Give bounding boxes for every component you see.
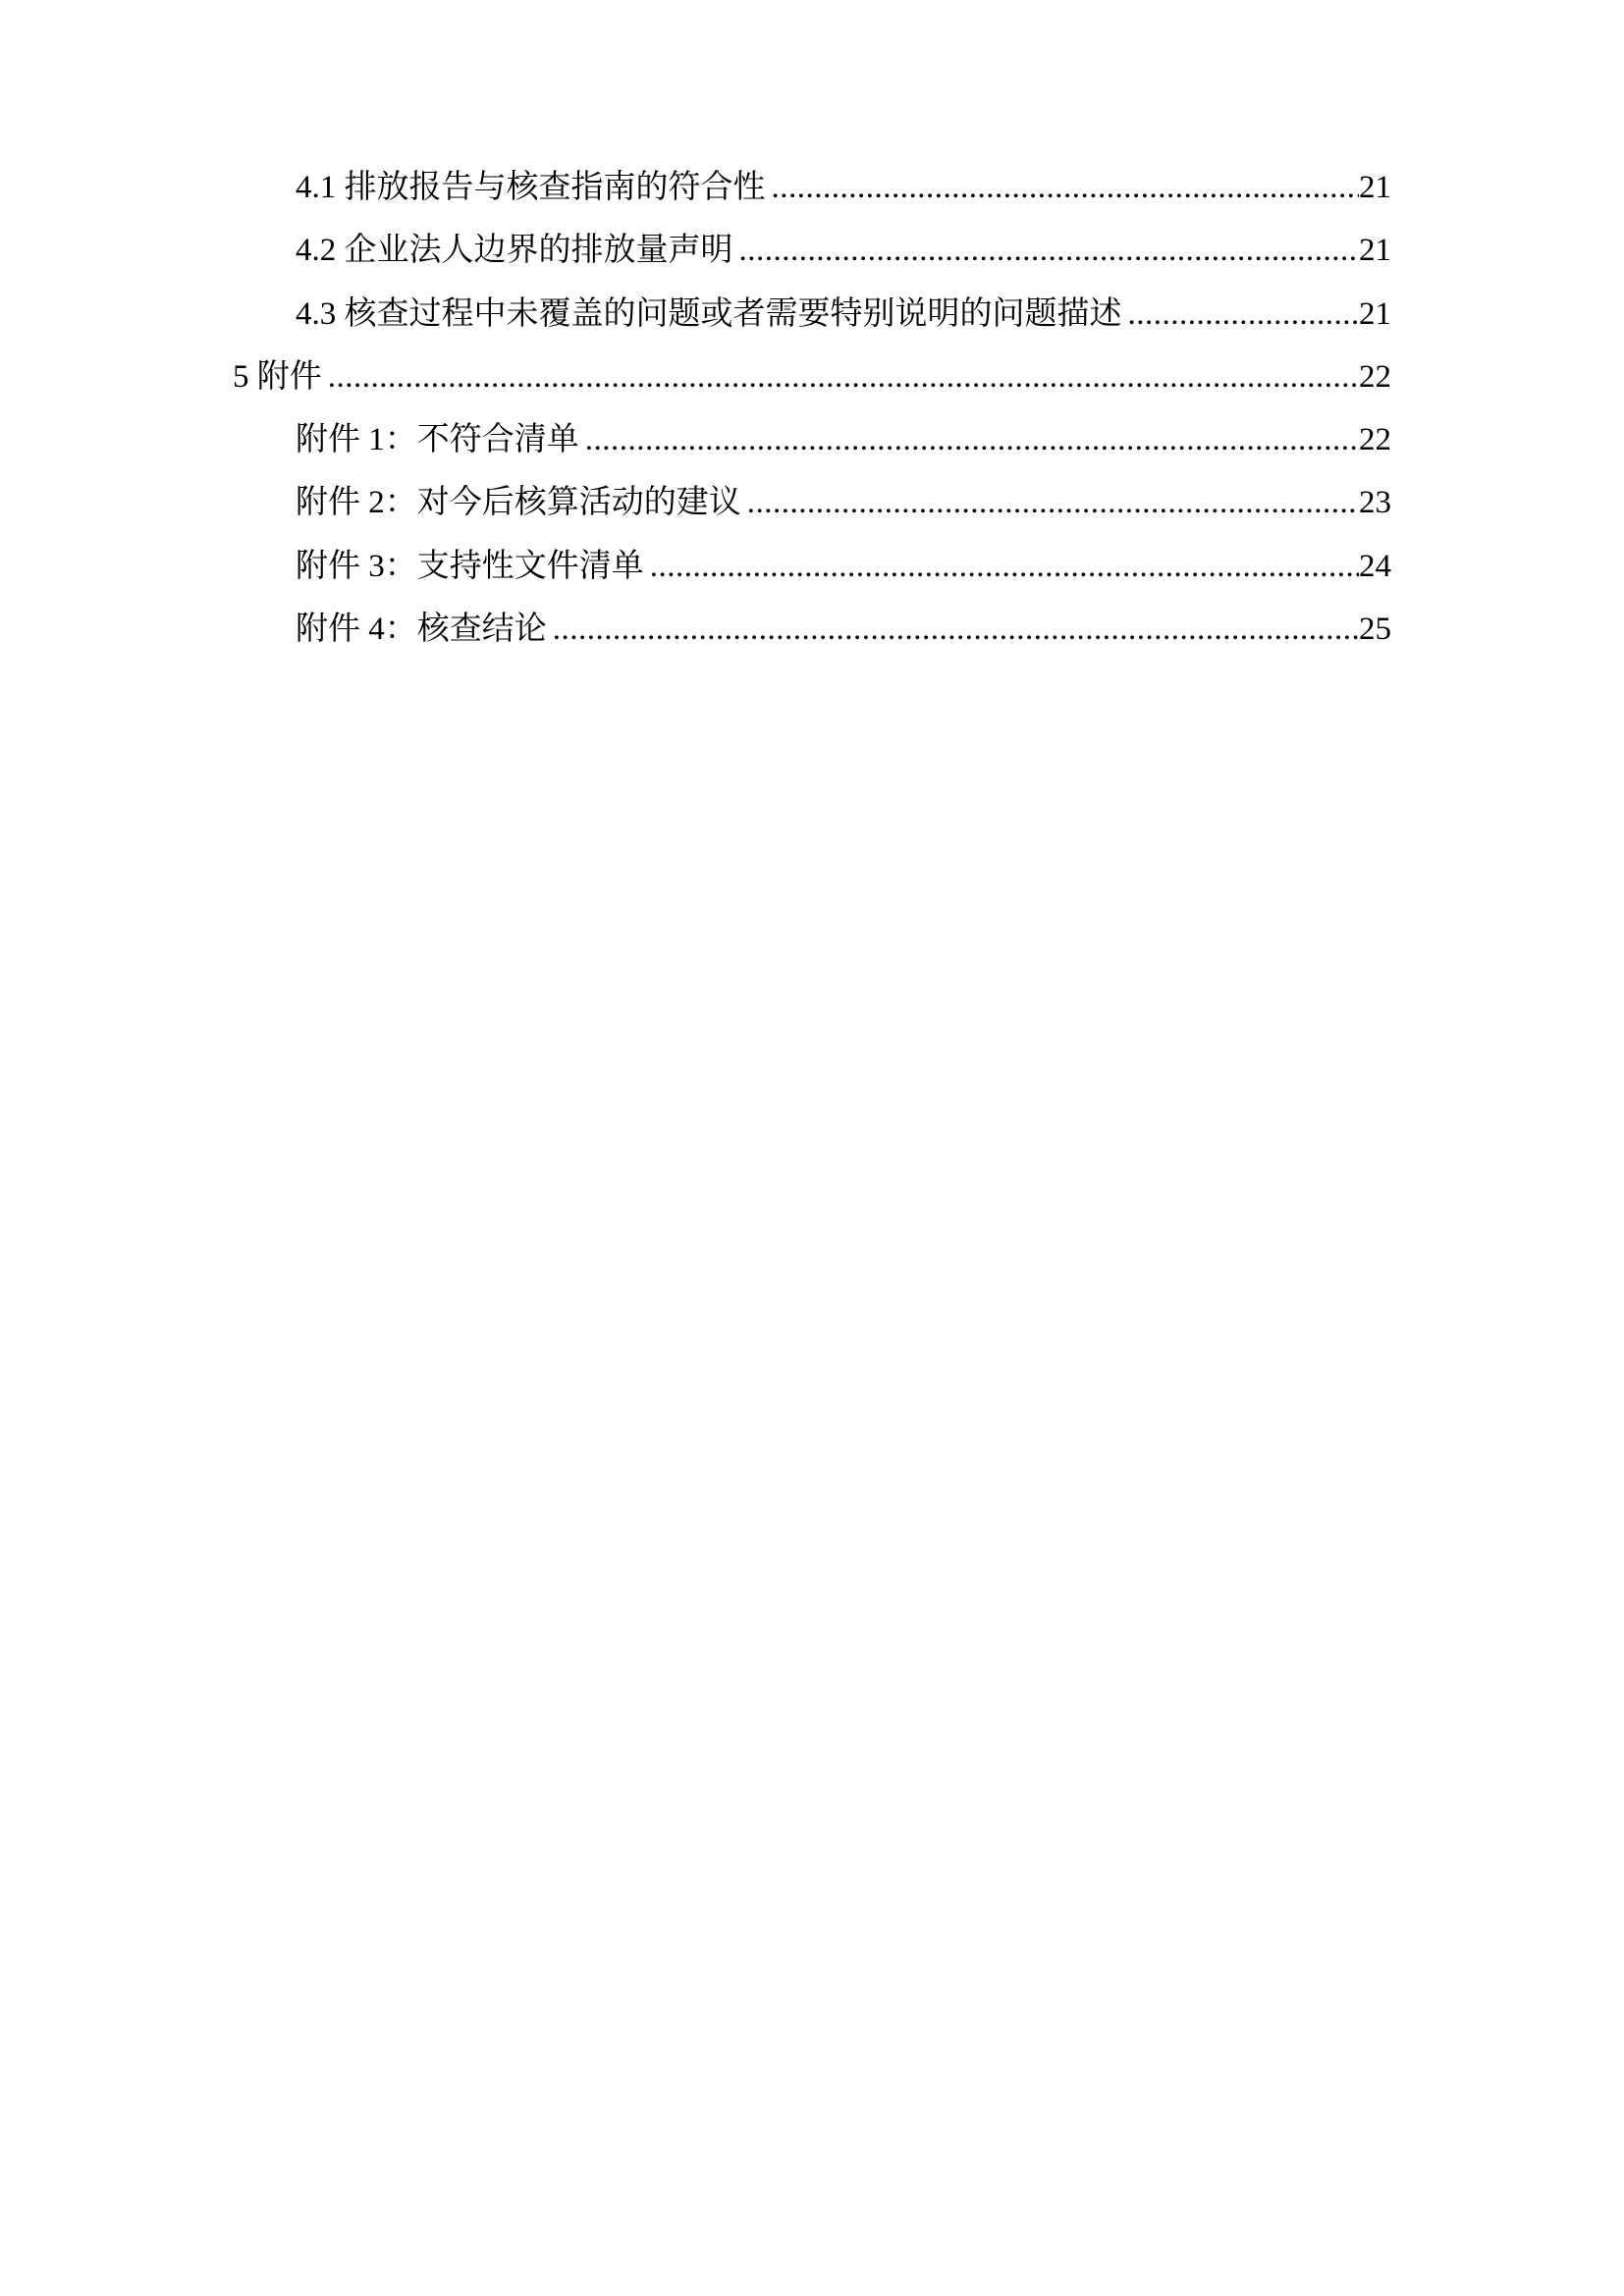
toc-page-number: 24 (1359, 548, 1391, 584)
dot-leader (322, 346, 1359, 408)
toc-page-number: 22 (1359, 358, 1391, 395)
toc-entry-annex-2 (233, 471, 1391, 534)
toc-page-number: 21 (1359, 233, 1391, 269)
toc-entry-4-2 (233, 219, 1391, 282)
dot-leader (766, 156, 1360, 219)
toc-entry-label: 4.3 核查过程中未覆盖的问题或者需要特别说明的问题描述 (296, 295, 1122, 332)
toc-page-number: 23 (1359, 485, 1391, 521)
dot-leader (547, 598, 1359, 661)
dot-leader (579, 408, 1359, 471)
toc-entry-annex-1 (233, 408, 1391, 471)
dot-leader (1122, 283, 1360, 346)
dot-leader (741, 471, 1359, 534)
toc-entry-5 (233, 346, 1391, 408)
dot-leader (733, 219, 1360, 282)
toc-page-number: 21 (1359, 295, 1391, 332)
table-of-contents (233, 156, 1391, 661)
toc-entry-label: 附件 3：支持性文件清单 (296, 548, 644, 584)
toc-entry-4-3 (233, 283, 1391, 346)
toc-entry-label: 附件 2：对今后核算活动的建议 (296, 485, 741, 521)
toc-entry-label: 5 附件 (233, 358, 322, 395)
toc-entry-label: 4.1 排放报告与核查指南的符合性 (296, 170, 766, 205)
toc-entry-annex-3 (233, 535, 1391, 598)
toc-entry-label: 4.2 企业法人边界的排放量声明 (296, 233, 733, 269)
toc-page-number: 22 (1359, 422, 1391, 458)
toc-entry-4-1 (233, 156, 1391, 219)
toc-entry-annex-4 (233, 598, 1391, 661)
toc-entry-label: 附件 1：不符合清单 (296, 422, 579, 458)
dot-leader (644, 535, 1359, 598)
toc-page-number: 21 (1359, 170, 1391, 205)
toc-page-number: 25 (1359, 612, 1391, 648)
toc-entry-label: 附件 4：核查结论 (296, 612, 547, 648)
